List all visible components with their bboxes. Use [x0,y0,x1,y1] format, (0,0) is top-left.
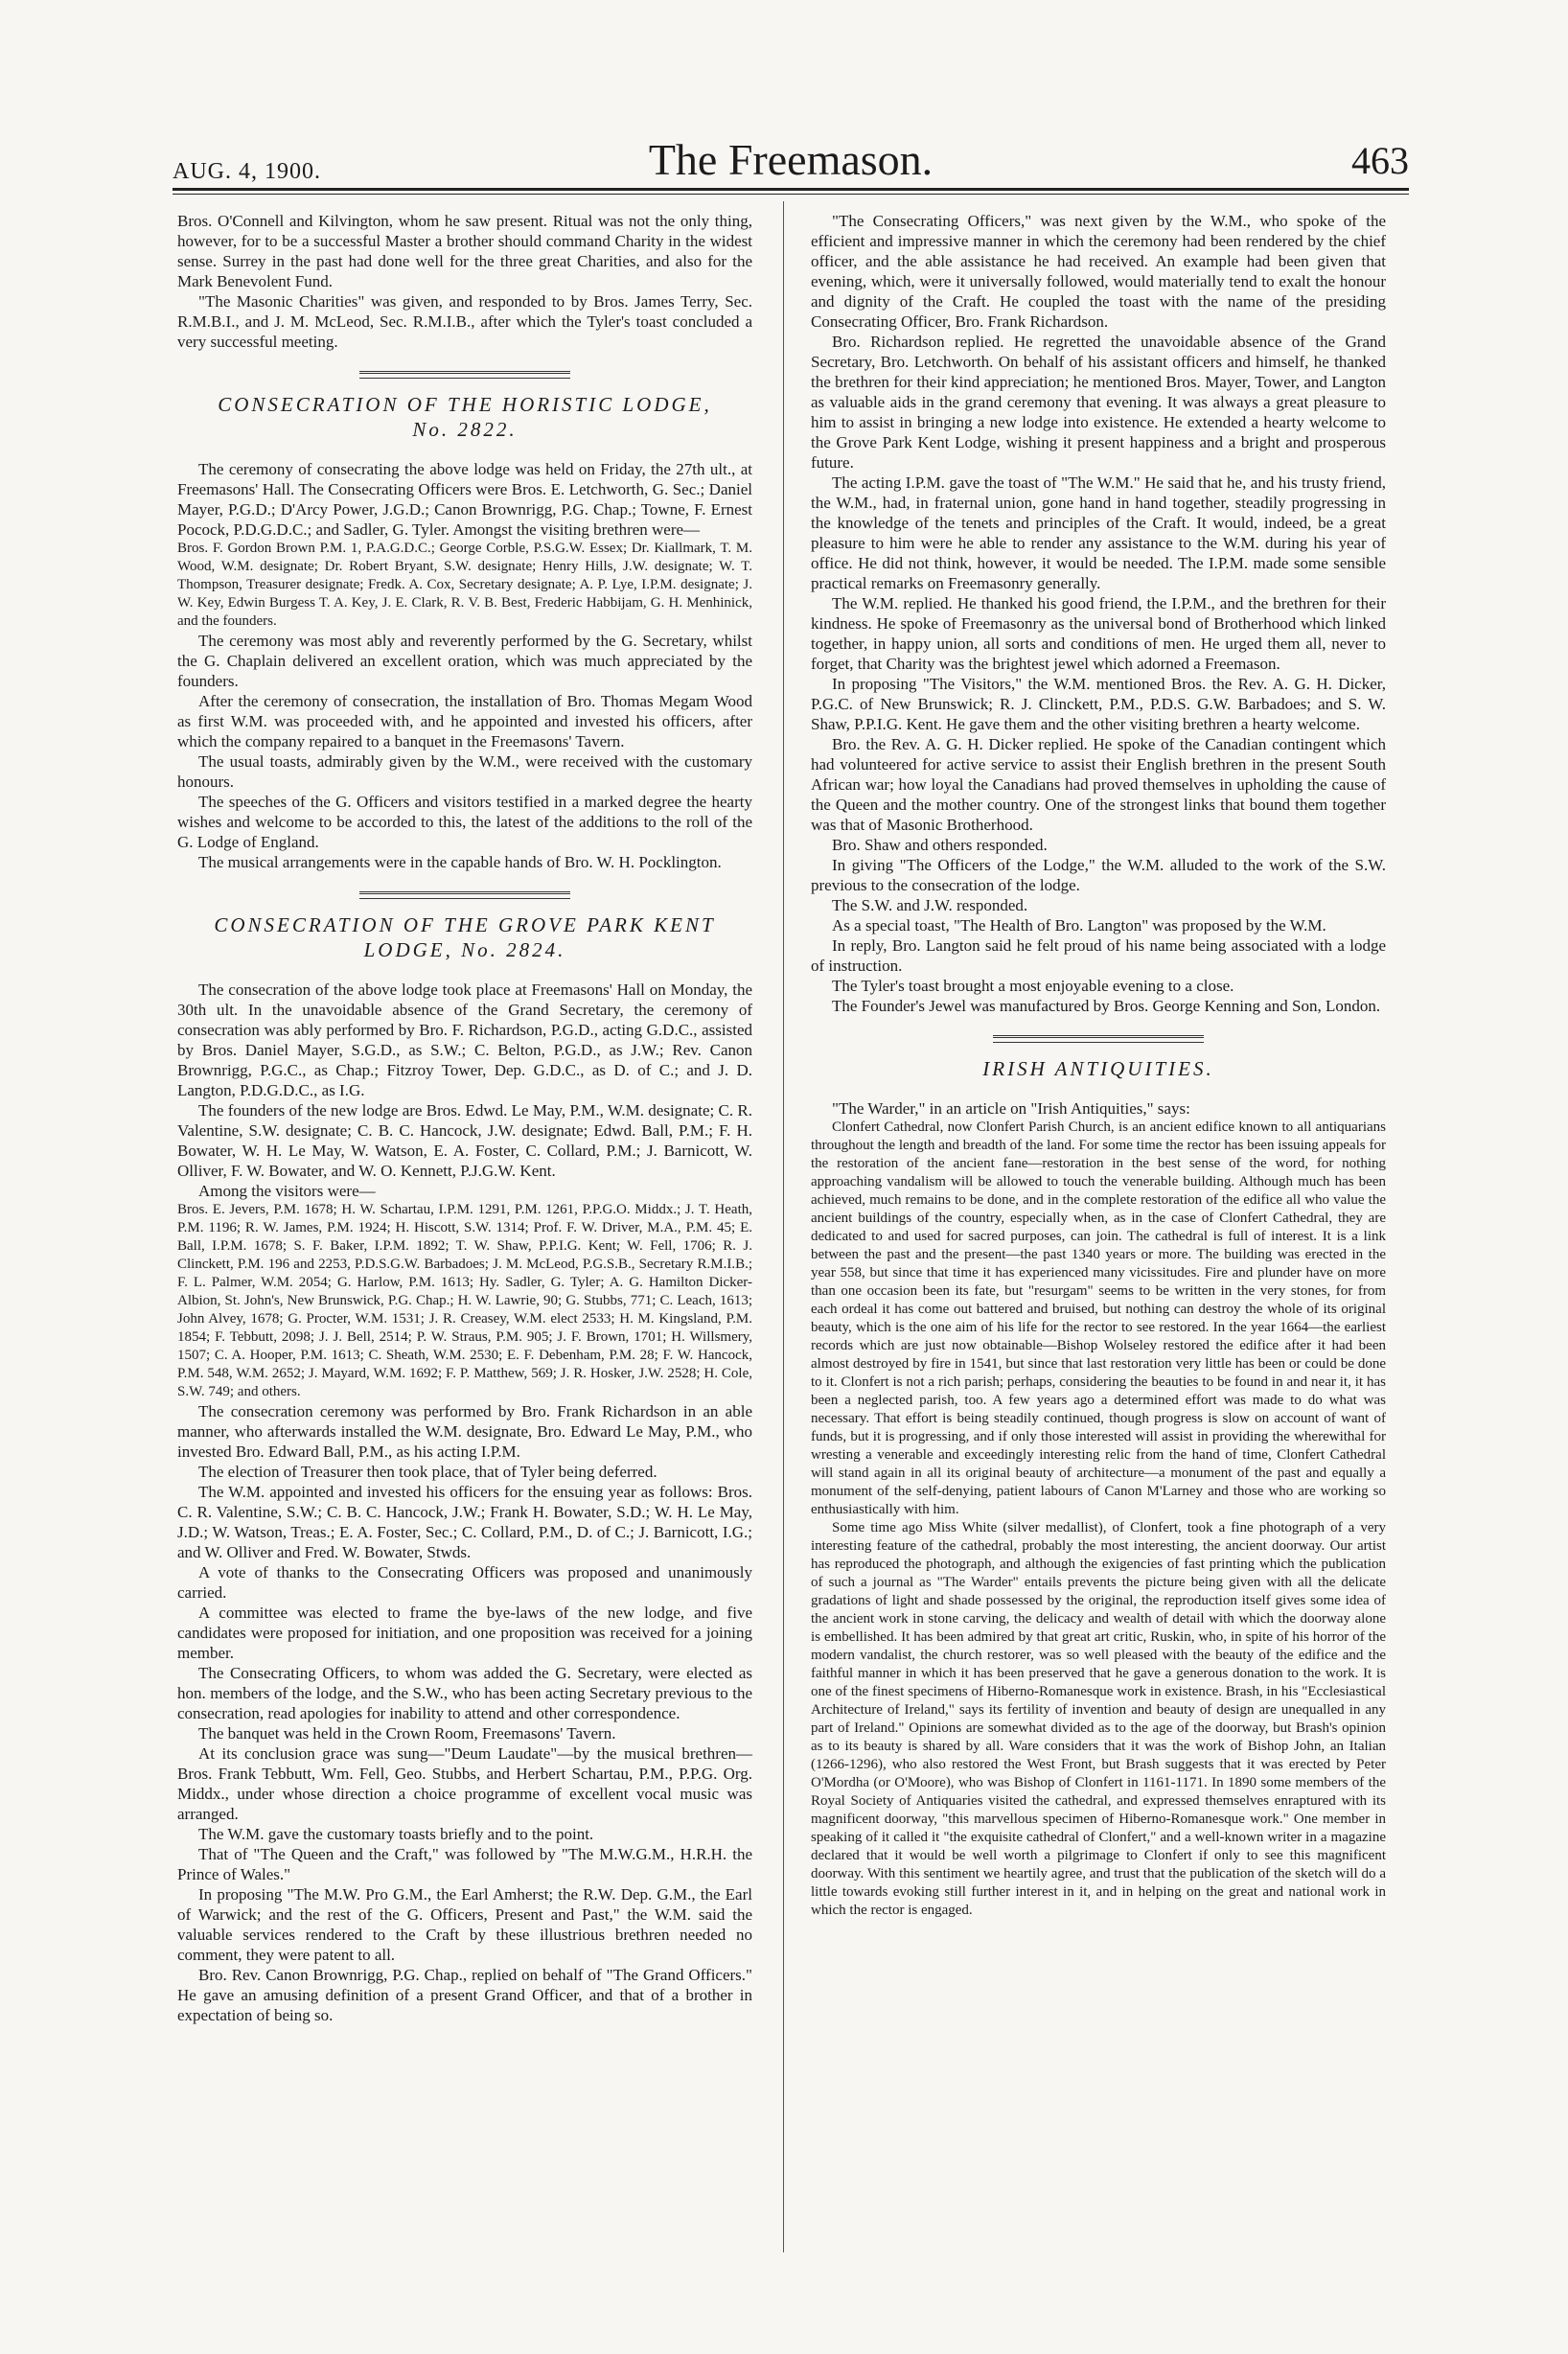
page-number: 463 [1351,139,1409,182]
paragraph: The W.M. gave the customary toasts briefly and to the point. [198,1825,594,1843]
issue-date: AUG. 4, 1900. [173,159,321,184]
header-rule-thick [173,188,1409,191]
section-heading-irish-antiquities [811,1056,1386,1081]
paragraph: "The Consecrating Officers," was next given by the W.M., who spoke of the efficient and impressive manner in which the ceremony had been rendered by the chief officer, and the able assistance he had received. An example had been given that evening, which, were it universally followed, would materially tend to exalt the honour and dignity of the Craft. He coupled the toast with the name of the presiding Consecrating Officer, Bro. Frank Richardson. [811,212,1386,331]
paragraph: The S.W. and J.W. responded. [832,896,1028,914]
paragraph: The speeches of the G. Officers and visitors testified in a marked degree the hearty wishes and welcome to be accorded to this, the latest of the additions to the roll of the G. Lodge of England. [177,793,752,851]
paragraph: That of "The Queen and the Craft," was followed by "The M.W.G.M., H.R.H. the Prince of Wales." [177,1845,752,1883]
paragraph: The W.M. appointed and invested his officers for the ensuing year as follows: Bros. C. R. Valentine, S.W.; C. B. C. Hancock, J.W.; Frank H. Bowater, S.D.; W. H. Le May, J.D.; W. Watson, Treas.; E. A. Foster, Sec.; C. Collard, P.M., D. of C.; J. Barnicott, I.G.; and W. Olliver and Fred. W. Bowater, Stwds. [177,1483,752,1561]
paragraph: The consecration of the above lodge took place at Freemasons' Hall on Monday, the 30th ult. In the unavoidable absence of the Grand Secretary, the ceremony of consecration was ably performed by Bro. F. Richardson, P.G.D., acting G.D.C., assisted by Bros. Daniel Mayer, S.G.D., as S.W.; C. Belton, P.G.D., as J.W.; Rev. Canon Brownrigg, P.G.C., as Chap.; Fitzroy Tower, Dep. G.D.C., as D. of C.; and J. D. Langton, P.D.G.D.C., as I.G. [177,981,752,1099]
paragraph: In proposing "The Visitors," the W.M. mentioned Bros. the Rev. A. G. H. Dicker, P.G.C. of New Brunswick; R. J. Clinckett, P.M., P.D.S. G.W. Barbadoes; and S. W. Shaw, P.P.I.G. Kent. He gave them and the other visiting brethren a hearty welcome. [811,675,1386,733]
paragraph: The banquet was held in the Crown Room, Freemasons' Tavern. [198,1724,616,1742]
heading-subtitle: LODGE, No. 2824. [363,938,566,961]
paragraph: Some time ago Miss White (silver medallist), of Clonfert, took a fine photograph of a very interesting feature of the cathedral, probably the most interesting, the ancient doorway. Our artist has reproduced the photograph, and although the exigencies of fast printing which the publication of such a journal as "The Warder" entails prevents the picture being given with all the delicate gradations of light and shade possessed by the original, the reproduction itself gives some idea of the ancient work in stone carving, the delicacy and wealth of detail with which the doorway alone is embellished. It has been admired by that great art critic, Ruskin, who, in spite of his horror of the modern vandalist, the church restorer, was so well pleased with the beauty of the edifice and the faithful manner in which it has been preserved that he gave a generous donation to the work. It is one of the finest specimens of Hiberno-Romanesque work in existence. Brash, in his "Ecclesiastical Architecture of Ireland," says its fertility of invention and beauty of design are unequalled in any part of Ireland." Opinions are somewhat divided as to the age of the doorway, but Brash's opinion as to its beauty is shared by all. Ware considers that it was the work of Bishop John, an Italian (1266-1296), who also restored the West Front, but Brash suggests that it was erected by Peter O'Mordha (or O'Moore), who was Bishop of Clonfert in 1161-1171. In 1890 some members of the Royal Society of Antiquaries visited the cathedral, and expressed themselves enraptured with its magnificent doorway, "this marvellous specimen of Hiberno-Romanesque work." One member in speaking of it called it "the exquisite cathedral of Clonfert," and a well-known writer in a magazine declared that it would be well worth a pilgrimage to Clonfert if only to see this magnificent doorway. With this sentiment we heartily agree, and trust that the publication of the sketch will do a little towards evoking still further interest in it, and in helping on the great and national work in which the rector is engaged. [811,1520,1386,1918]
paragraph: In reply, Bro. Langton said he felt proud of his name being associated with a lodge of instruction. [811,936,1386,975]
column-divider [783,201,784,2252]
paragraph: The ceremony was most ably and reverently performed by the G. Secretary, whilst the G. Chaplain delivered an excellent oration, which was much appreciated by the founders. [177,632,752,690]
paragraph: A committee was elected to frame the bye-laws of the new lodge, and five candidates were proposed for initiation, and one proposition was received for a joining member. [177,1604,752,1662]
section-heading-grove-park [177,912,752,962]
heading-subtitle: No. 2822. [412,418,518,441]
left-column [177,211,752,2025]
paragraph: The ceremony of consecrating the above lodge was held on Friday, the 27th ult., at Freemasons' Hall. The Consecrating Officers were Bros. E. Letchworth, G. Sec.; Daniel Mayer, P.G.D.; D'Arcy Power, J.G.D.; Canon Brownrigg, P.G. Chap.; Towne, F. Ernest Pocock, P.D.G.D.C.; and Sadler, G. Tyler. Amongst the visiting brethren were— [177,460,752,539]
section-heading-horistic [177,392,752,442]
paragraph: Bro. Shaw and others responded. [832,836,1048,854]
visitor-list: Bros. F. Gordon Brown P.M. 1, P.A.G.D.C.; George Corble, P.S.G.W. Essex; Dr. Kiallmark, T. M. Wood, W.M. designate; Dr. Robert Bryant, S.W. designate; Henry Hills, J.W. designate; W. T. Thompson, Treasurer designate; Fredk. A. Cox, Secretary designate; A. P. Lye, I.P.M. designate; J. W. Key, Edwin Burgess T. A. Key, J. E. Clark, R. V. B. Best, Frederic Habbijam, G. H. Menhinick, and the founders. [177,541,752,629]
page-header [173,134,1409,192]
paragraph: The acting I.P.M. gave the toast of "The W.M." He said that he, and his trusty friend, the W.M., had, in fraternal union, gone hand in hand together, steadily progressing in the knowledge of the tenets and principles of the Craft. It would, indeed, be a great pleasure to him were he able to render any assistance to the W.M. during his year of office. He did not think, however, it would be needed. The I.P.M. made some sensible practical remarks on Freemasonry generally. [811,473,1386,592]
paragraph: At its conclusion grace was sung—"Deum Laudate"—by the musical brethren—Bros. Frank Tebbutt, Wm. Fell, Geo. Stubbs, and Herbert Schartau, P.M., P.P.G. Org. Middx., under whose direction a choice programme of excellent vocal music was arranged. [177,1744,752,1823]
paragraph: "The Warder," in an article on "Irish Antiquities," says: [832,1099,1190,1118]
visitor-list: Bros. E. Jevers, P.M. 1678; H. W. Schartau, I.P.M. 1291, P.M. 1261, P.P.G.O. Middx.; J. T. Heath, P.M. 1196; R. W. James, P.M. 1924; H. Hiscott, S.W. 1314; Prof. F. W. Driver, M.A., P.M. 45; E. Ball, I.P.M. 1678; S. F. Baker, I.P.M. 1892; T. W. Shaw, P.P.I.G. Kent; W. Fell, 1706; R. J. Clinckett, P.M. 196 and 2253, P.D.S.G.W. Barbadoes; J. M. McLeod, P.G.S.B., Secretary R.M.I.B.; F. L. Palmer, W.M. 2054; G. Harlow, P.M. 1613; Hy. Sadler, G. Tyler; A. G. Hamilton Dicker-Albion, St. John's, New Brunswick, P.G. Chap.; H. W. Lawrie, 90; G. Stubbs, 771; C. Leach, 1613; John Alvey, 1678; G. Procter, W.M. 1531; J. R. Creasey, W.M. elect 2533; H. M. Kingsland, P.M. 1854; F. Tebbutt, 2098; J. J. Bell, 2514; P. W. Straus, P.M. 905; J. F. Brown, 1701; H. Willsmery, 1507; C. A. Hooper, P.M. 1613; C. Sheath, W.M. 2530; E. F. Debenham, P.M. 28; F. W. Hancock, P.M. 548, W.M. 2652; J. Mayard, W.M. 1692; F. P. Matthew, 569; J. R. Hosker, J.W. 2528; H. Cole, S.W. 749; and others. [177,1202,752,1399]
paragraph: The musical arrangements were in the capable hands of Bro. W. H. Pocklington. [198,853,722,871]
right-column [811,211,1386,1920]
paragraph: The Founder's Jewel was manufactured by Bros. George Kenning and Son, London. [832,997,1381,1015]
paragraph: As a special toast, "The Health of Bro. Langton" was proposed by the W.M. [832,916,1326,935]
paragraph: A vote of thanks to the Consecrating Officers was proposed and unanimously carried. [177,1563,752,1602]
paragraph: The W.M. replied. He thanked his good friend, the I.P.M., and the brethren for their kindness. He spoke of Freemasonry as the universal bond of Brotherhood which linked together, in happy union, all sorts and conditions of men. He urged them all, never to forget, that Charity was the brightest jewel which adorned a Freemason. [811,594,1386,673]
paragraph: The Tyler's toast brought a most enjoyable evening to a close. [832,977,1234,995]
paragraph: Bro. Rev. Canon Brownrigg, P.G. Chap., replied on behalf of "The Grand Officers." He gave an amusing definition of a present Grand Officer, and that of a brother in expectation of being so. [177,1966,752,2024]
header-rule-thin [173,194,1409,195]
section-separator [359,371,570,379]
paragraph: Bro. Richardson replied. He regretted the unavoidable absence of the Grand Secretary, Bro. Letchworth. On behalf of his assistant officers and himself, he thanked the brethren for their kind appreciation; he mentioned Bros. Mayer, Tower, and Langton as valuable aids in the grand ceremony that evening. It was always a great pleasure to him to assist in bringing a new lodge into existence. He extended a hearty welcome to the Grove Park Kent Lodge, wishing it present happiness and a bright and prosperous future. [811,333,1386,472]
paragraph: Bro. the Rev. A. G. H. Dicker replied. He spoke of the Canadian contingent which had volunteered for active service to assist their English brethren in the present South African war; how loyal the Canadians had proved themselves in upholding the cause of the Queen and the mother country. One of the strongest links that bound them together was that of Masonic Brotherhood. [811,735,1386,834]
paragraph: Bros. O'Connell and Kilvington, whom he saw present. Ritual was not the only thing, however, for to be a successful Master a brother should command Charity in the widest sense. Surrey in the past had done well for the three great Charities, and also for the Mark Benevolent Fund. [177,212,752,290]
paragraph: Clonfert Cathedral, now Clonfert Parish Church, is an ancient edifice known to all antiquarians throughout the length and breadth of the land. For some time the rector has been issuing appeals for the restoration of the ancient fane—restoration in the best sense of the word, for nothing approaching vandalism will be allowed to touch the venerable building. Although much has been achieved, much remains to be done, and in the complete restoration of the edifice all who value the ancient buildings of the country, especially when, as in the case of Clonfert Cathedral, they are dedicated to and used for sacred purposes, can join. The cathedral is full of interest. It is a link between the past and the present—the past 1340 years or more. The building was erected in the year 558, but since that time it has experienced many vicissitudes. Fire and plunder have on more than one occasion been its fate, but "resurgam" seems to be written in the very stones, for from each ordeal it has come out battered and bruised, but nothing can destroy the whole of its original beauty, which is the one aim of his life for the rector to see restored. In the year 1664—the earliest records which are just now obtainable—Bishop Wolseley restored the edifice after it had been almost destroyed by fire in 1541, but since that last restoration very little has been or could be done to it. Clonfert is not a rich parish; perhaps, considering the beauties to be found in and near it, it has been a neglected parish, too. A few years ago a determined effort was made to do what was necessary. That effort is being steadily continued, though progress is slow on account of want of funds, but it is progressing, and if only those interested will assist in providing the wherewithal for wresting a venerable and exceedingly interesting relic from the hand of time, Clonfert Cathedral will stand again in all its original beauty of architecture—a monument of the past and equally a monument of the self-denying, patient labours of Canon M'Larney and those who are working so enthusiastically with him. [811,1119,1386,1517]
paragraph: Among the visitors were— [198,1182,376,1200]
heading-title: CONSECRATION OF THE HORISTIC LODGE, [218,393,712,416]
section-separator [359,891,570,899]
paragraph: "The Masonic Charities" was given, and responded to by Bros. James Terry, Sec. R.M.B.I., and J. M. McLeod, Sec. R.M.I.B., after which the Tyler's toast concluded a very successful meeting. [177,292,752,351]
heading-title: CONSECRATION OF THE GROVE PARK KENT [214,913,716,936]
paragraph: The Consecrating Officers, to whom was added the G. Secretary, were elected as hon. members of the lodge, and the S.W., who has been acting Secretary previous to the consecration, read apologies for inability to attend and other correspondence. [177,1664,752,1722]
masthead-title: The Freemason. [648,135,934,184]
paragraph: In giving "The Officers of the Lodge," the W.M. alluded to the work of the S.W. previous to the consecration of the lodge. [811,856,1386,894]
paragraph: In proposing "The M.W. Pro G.M., the Earl Amherst; the R.W. Dep. G.M., the Earl of Warwick; and the rest of the G. Officers, Present and Past," the W.M. said the valuable services rendered to the Craft by these illustrious brethren needed no comment, they were patent to all. [177,1885,752,1964]
paragraph: The consecration ceremony was performed by Bro. Frank Richardson in an able manner, who afterwards installed the W.M. designate, Bro. Edward Le May, P.M., who invested Bro. Edward Ball, P.M., as his acting I.P.M. [177,1402,752,1461]
paragraph: The founders of the new lodge are Bros. Edwd. Le May, P.M., W.M. designate; C. R. Valentine, S.W. designate; C. B. C. Hancock, J.W. designate; Edwd. Ball, P.M.; F. H. Bowater, W. H. Le May, W. Watson, E. A. Foster, C. Collard, P.M.; J. Barnicott, W. Olliver, F. W. Bowater, and W. O. Kennett, P.J.G.W. Kent. [177,1101,752,1180]
heading-title: IRISH ANTIQUITIES. [982,1057,1214,1080]
paragraph: After the ceremony of consecration, the installation of Bro. Thomas Megam Wood as first W.M. was proceeded with, and he appointed and invested his officers, after which the company repaired to a banquet in the Freemasons' Tavern. [177,692,752,750]
paragraph: The election of Treasurer then took place, that of Tyler being deferred. [198,1463,657,1481]
paragraph: The usual toasts, admirably given by the W.M., were received with the customary honours. [177,752,752,791]
section-separator [993,1035,1204,1043]
